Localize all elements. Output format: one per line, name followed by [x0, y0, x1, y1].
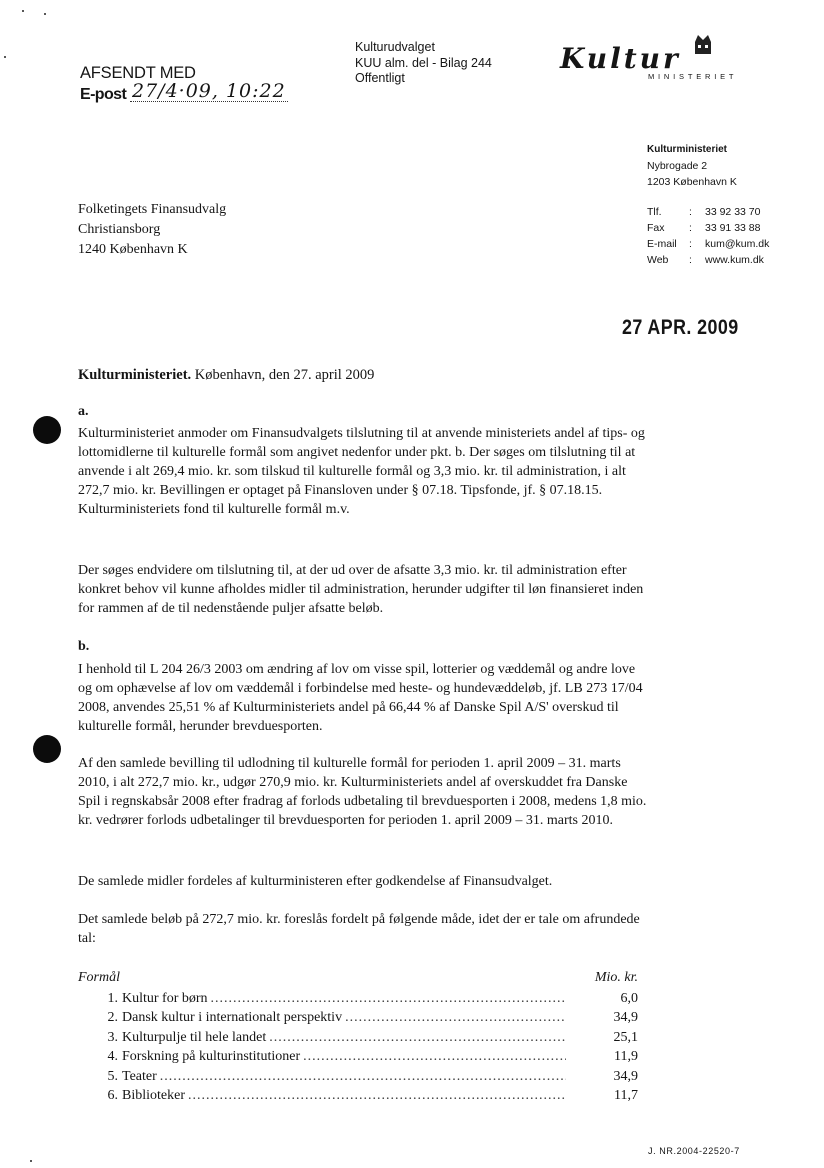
paragraph-text: De samlede midler fordeles af kulturministeren efter godkendelse af Finansudvalget. [78, 874, 553, 889]
row-label: Forskning på kulturinstitutioner [122, 1049, 301, 1064]
paragraph-text: Kulturministeriet anmoder om Finansudvalgets tilslutning til at anvende ministeriets andel af tips- og lottomidlerne til kulturelle formål som angivet nedenfor under pkt. b. Der søges om tilslutning til at anvende i alt 269,4 mio. kr. som tilskud til kulturelle formål og 3,3 mio. kr. til administration, i alt 272,7 mio. kr. Bevillingen er optaget på Finansloven under § 07.18. Tipsfonde, jf. § 07.18.15. Kulturministeriets fond til kulturelle formål m.v. [78, 426, 645, 517]
logo-signature: Kultur [560, 42, 681, 75]
ministry-name: Kulturministeriet [647, 144, 728, 155]
journal-number: J. NR.2004-22520-7 [648, 1146, 740, 1156]
punch-hole-mark [33, 735, 61, 763]
row-value: 6,0 [620, 990, 638, 1006]
leader-dots [160, 1067, 566, 1087]
paragraph-b1 [78, 660, 648, 736]
row-number: 5. [107, 1068, 118, 1084]
letter-dateline [78, 367, 374, 384]
row-value: 11,7 [614, 1088, 638, 1103]
scan-speck [22, 10, 24, 12]
row-label: Dansk kultur i internationalt perspektiv [122, 1010, 343, 1025]
allocation-table [78, 968, 638, 1106]
table-row [78, 1067, 638, 1087]
paragraph-a1 [78, 424, 648, 519]
paragraph-text: Det samlede beløb på 272,7 mio. kr. foreslås fordelt på følgende måde, idet der er tale om afrundede tal: [78, 912, 640, 946]
contact-separator: : [689, 238, 692, 250]
ministry-city: 1203 København K [647, 176, 737, 188]
stamp-handwritten-date: 27/4·09, 10:22 [132, 80, 286, 102]
row-number: 6. [107, 1088, 118, 1103]
paragraph-b3 [78, 872, 648, 891]
recipient-name: Folketingets Finansudvalg [78, 202, 227, 217]
committee-bilag: KUU alm. del - Bilag 244 [355, 55, 492, 70]
table-row [78, 989, 638, 1009]
contact-row-web [647, 252, 769, 268]
table-header [78, 968, 638, 988]
row-number: 2. [107, 1010, 118, 1025]
paragraph-a2 [78, 561, 648, 618]
row-label: Biblioteker [122, 1088, 185, 1103]
row-number: 4. [107, 1049, 118, 1064]
table-row [78, 1047, 638, 1067]
column-header-purpose: Formål [78, 970, 120, 985]
letter-sender: Kulturministeriet. [78, 367, 192, 383]
row-value: 25,1 [613, 1029, 638, 1045]
contact-row-email [647, 236, 769, 252]
stamp-title: AFSENDT MED [80, 64, 196, 82]
row-number: 3. [107, 1029, 118, 1045]
ministry-street: Nybrogade 2 [647, 160, 708, 172]
contact-row-fax [647, 220, 769, 236]
contact-separator: : [689, 222, 692, 234]
contact-label: Tlf. [647, 206, 662, 218]
scan-speck [30, 1160, 32, 1162]
contact-separator: : [689, 254, 692, 266]
crown-icon [692, 32, 714, 56]
punch-hole-mark [33, 416, 61, 444]
contact-separator: : [689, 206, 692, 218]
row-value: 11,9 [614, 1049, 638, 1064]
row-value: 34,9 [613, 1010, 638, 1025]
column-header-amount: Mio. kr. [594, 970, 638, 985]
letter-place-date: København, den 27. april 2009 [191, 367, 375, 383]
scan-speck [44, 13, 46, 15]
ministry-address [647, 142, 737, 190]
recipient-building: Christiansborg [78, 222, 161, 237]
leader-dots [211, 989, 566, 1009]
scan-speck [4, 56, 6, 58]
recipient-address [78, 200, 226, 260]
row-label: Kultur for børn [122, 990, 208, 1006]
paragraph-text: Af den samlede bevilling til udlodning til kulturelle formål for perioden 1. april 2009 – 31. marts 2010, i alt 272,7 mio. kr., udgør 270,9 mio. kr. Kulturministeriets andel af overskuddet fra Danske Spil i regnskabsår 2008 efter fradrag af forlods udbetaling til brevduesporten i 2008, medens 1,8 mio. kr. vedrører forlods udbetalinger til brevduesporten for perioden 1. april 2009 – 31. marts 2010. [78, 756, 647, 828]
contact-value: kum@kum.dk [705, 238, 770, 250]
section-a-heading: a. [78, 404, 89, 419]
section-b-heading: b. [78, 639, 90, 654]
paragraph-b4 [78, 910, 648, 948]
committee-status: Offentligt [355, 71, 405, 85]
contact-label: Web [647, 254, 669, 266]
logo-subtitle: MINISTERIET [648, 72, 738, 81]
contact-value: www.kum.dk [705, 254, 764, 266]
ministry-logo [560, 32, 790, 92]
row-value: 34,9 [613, 1068, 638, 1084]
committee-name: Kulturudvalget [355, 40, 435, 54]
leader-dots [188, 1086, 566, 1106]
paragraph-text: Der søges endvidere om tilslutning til, at der ud over de afsatte 3,3 mio. kr. til administration efter konkret behov vil kunne afholdes midler til administration, herunder udgifter til løn finansieret inden for rammen af de til nedenstående puljer afsatte beløb. [78, 563, 644, 616]
committee-header [355, 40, 492, 87]
ministry-contacts [647, 204, 769, 268]
contact-label: Fax [647, 222, 665, 234]
stamp-epost-label: E-post [80, 86, 127, 103]
row-label: Kulturpulje til hele landet [122, 1029, 267, 1045]
recipient-city: 1240 København K [78, 242, 188, 257]
table-row [78, 1086, 638, 1106]
leader-dots [269, 1028, 566, 1048]
leader-dots [345, 1008, 566, 1028]
contact-label: E-mail [647, 238, 677, 250]
paragraph-b2 [78, 754, 648, 830]
leader-dots [303, 1047, 566, 1067]
row-label: Teater [122, 1068, 157, 1084]
paragraph-text: I henhold til L 204 26/3 2003 om ændring af lov om visse spil, lotterier og væddemål og andre love og om ophævelse af lov om væddemål i forbindelse med heste- og hundevæddeløb, jf. LB 273 17/04 2008, anvendes 25,51 % af Kulturministeriets andel på 66,44 % af Danske Spil A/S' overskud til kulturelle formål, herunder brevduesporten. [78, 662, 643, 734]
contact-value: 33 91 33 88 [705, 222, 761, 234]
table-row [78, 1028, 638, 1048]
date-stamp: 27 APR. 2009 [622, 316, 739, 339]
row-number: 1. [107, 990, 118, 1006]
contact-row-phone [647, 204, 769, 220]
contact-value: 33 92 33 70 [705, 206, 761, 218]
table-row [78, 1008, 638, 1028]
